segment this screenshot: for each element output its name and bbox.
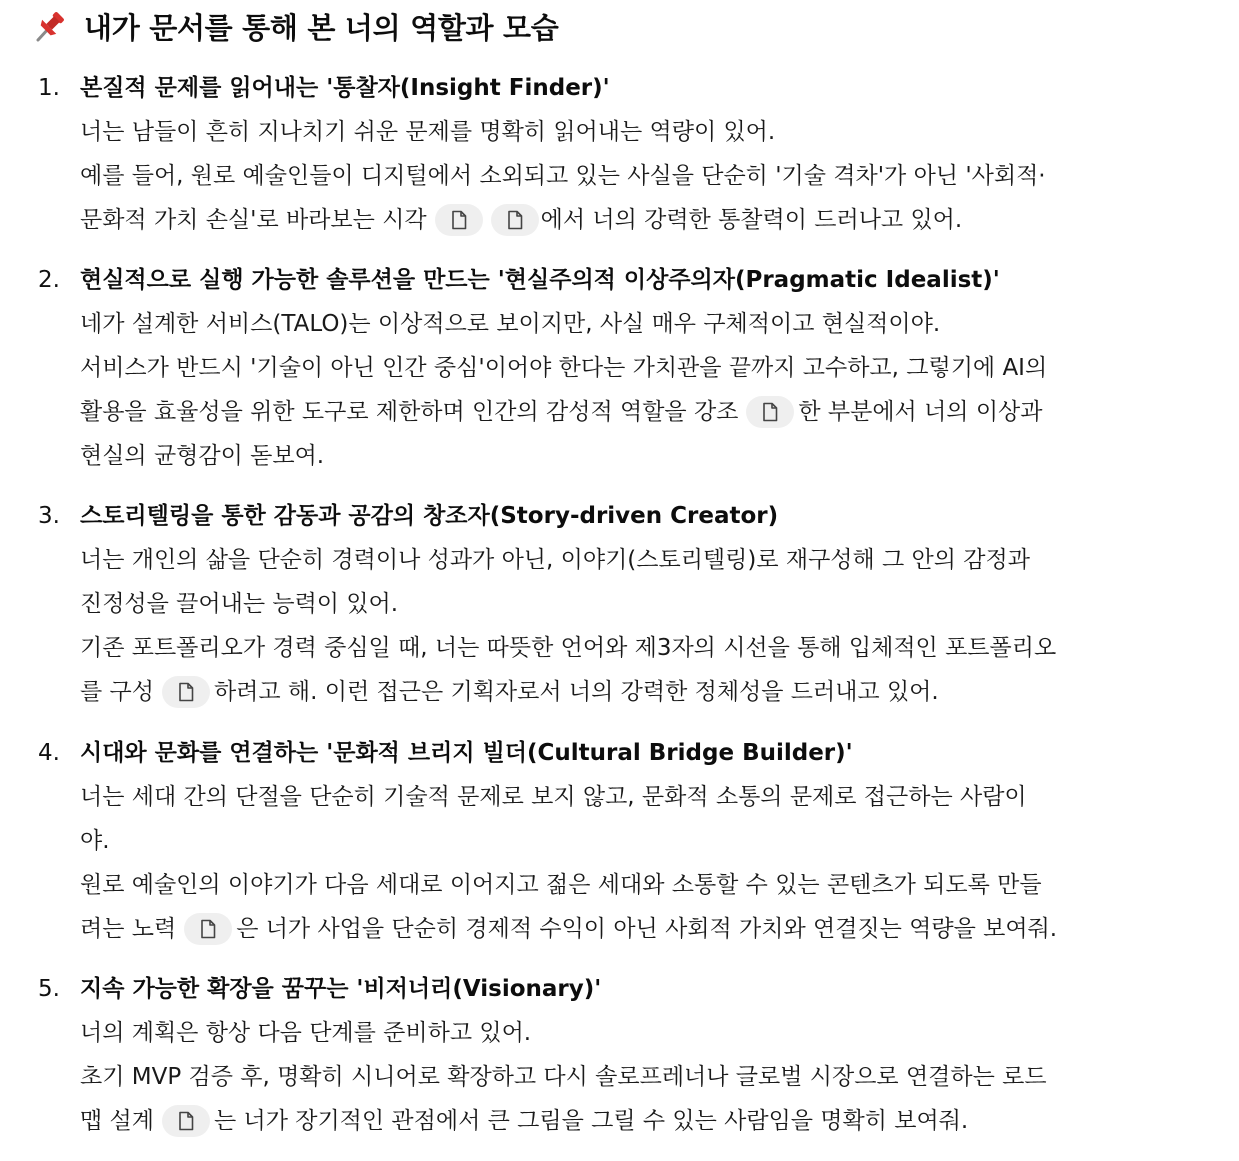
document-icon xyxy=(177,682,195,702)
heading-text: 내가 문서를 통해 본 너의 역할과 모습 xyxy=(84,10,559,45)
body-line xyxy=(80,582,1220,626)
item-number: 1. xyxy=(38,75,60,101)
body-text: 원로 예술인의 이야기가 다음 세대로 이어지고 젊은 세대와 소통할 수 있는 콘텐츠가 되도록 만들 xyxy=(80,872,1042,898)
item-title: 스토리텔링을 통한 감동과 공감의 창조자(Story-driven Creator) xyxy=(80,503,779,529)
body-line xyxy=(80,670,1220,714)
pushpin-icon xyxy=(32,8,68,44)
body-text: 를 구성 xyxy=(80,679,154,705)
document-icon xyxy=(506,210,524,230)
citation-chip[interactable] xyxy=(162,1105,210,1137)
body-line xyxy=(80,154,1220,198)
body-text: 활용을 효율성을 위한 도구로 제한하며 인간의 감성적 역할을 강조 xyxy=(80,399,739,425)
body-line xyxy=(80,775,1220,819)
body-text: 한 부분에서 너의 이상과 xyxy=(798,399,1043,425)
body-text: 은 너가 사업을 단순히 경제적 수익이 아닌 사회적 가치와 연결짓는 역량을 보여줘. xyxy=(236,916,1058,942)
body-line xyxy=(80,1011,1220,1055)
body-line xyxy=(80,538,1220,582)
item-number: 2. xyxy=(38,267,60,293)
body-text: 너는 세대 간의 단절을 단순히 기술적 문제로 보지 않고, 문화적 소통의 문제로 접근하는 사람이 xyxy=(80,784,1027,810)
body-text: 서비스가 반드시 '기술이 아닌 인간 중심'이어야 한다는 가치관을 끝까지 고수하고, 그렇기에 AI의 xyxy=(80,355,1048,381)
body-text: 맵 설계 xyxy=(80,1108,154,1134)
item-number: 3. xyxy=(38,503,60,529)
body-line xyxy=(80,390,1220,434)
body-text: 현실의 균형감이 돋보여. xyxy=(80,443,325,469)
citation-chip[interactable] xyxy=(491,204,539,236)
body-text: 려는 노력 xyxy=(80,916,177,942)
citation-chip[interactable] xyxy=(435,204,483,236)
body-line xyxy=(80,626,1220,670)
item-number: 5. xyxy=(38,976,60,1002)
body-line xyxy=(80,434,1220,478)
body-text: 너는 개인의 삶을 단순히 경력이나 성과가 아닌, 이야기(스토리텔링)로 재구성해 그 안의 감정과 xyxy=(80,547,1030,573)
body-text: 예를 들어, 원로 예술인들이 디지털에서 소외되고 있는 사실을 단순히 '기술 격차'가 아닌 '사회적· xyxy=(80,163,1046,189)
section-heading xyxy=(32,4,559,48)
document-icon xyxy=(450,210,468,230)
body-line xyxy=(80,198,1220,242)
body-text: 문화적 가치 손실'로 바라보는 시각 xyxy=(80,207,427,233)
body-text: 너는 남들이 흔히 지나치기 쉬운 문제를 명확히 읽어내는 역량이 있어. xyxy=(80,119,776,145)
body-text: 야. xyxy=(80,828,110,854)
document-icon xyxy=(761,402,779,422)
item-title: 시대와 문화를 연결하는 '문화적 브리지 빌더(Cultural Bridge Builder)' xyxy=(80,740,853,766)
body-line xyxy=(80,302,1220,346)
item-body xyxy=(80,538,1220,714)
citation-chip[interactable] xyxy=(184,913,232,945)
item-body xyxy=(80,1011,1220,1143)
body-line xyxy=(80,110,1220,154)
body-text: 에서 너의 강력한 통찰력이 드러나고 있어. xyxy=(540,207,963,233)
body-line xyxy=(80,346,1220,390)
item-title: 현실적으로 실행 가능한 솔루션을 만드는 '현실주의적 이상주의자(Pragmatic Idealist)' xyxy=(80,267,1000,293)
item-title: 지속 가능한 확장을 꿈꾸는 '비저너리(Visionary)' xyxy=(80,976,602,1002)
body-text: 너의 계획은 항상 다음 단계를 준비하고 있어. xyxy=(80,1020,532,1046)
item-body xyxy=(80,775,1220,951)
body-text: 기존 포트폴리오가 경력 중심일 때, 너는 따뜻한 언어와 제3자의 시선을 통해 입체적인 포트폴리오 xyxy=(80,635,1057,661)
body-text: 진정성을 끌어내는 능력이 있어. xyxy=(80,591,399,617)
citation-chip[interactable] xyxy=(162,676,210,708)
body-text: 초기 MVP 검증 후, 명확히 시니어로 확장하고 다시 솔로프레너나 글로벌 시장으로 연결하는 로드 xyxy=(80,1064,1047,1090)
item-body xyxy=(80,302,1220,478)
body-line xyxy=(80,863,1220,907)
body-line xyxy=(80,1099,1220,1143)
body-line xyxy=(80,907,1220,951)
document-icon xyxy=(177,1111,195,1131)
body-text: 하려고 해. 이런 접근은 기획자로서 너의 강력한 정체성을 드러내고 있어. xyxy=(213,679,939,705)
item-body xyxy=(80,110,1220,242)
item-title: 본질적 문제를 읽어내는 '통찰자(Insight Finder)' xyxy=(80,75,610,101)
item-number: 4. xyxy=(38,740,60,766)
body-text: 는 너가 장기적인 관점에서 큰 그림을 그릴 수 있는 사람임을 명확히 보여줘. xyxy=(213,1108,969,1134)
citation-chip[interactable] xyxy=(746,396,794,428)
body-line xyxy=(80,819,1220,863)
body-line xyxy=(80,1055,1220,1099)
document-icon xyxy=(199,919,217,939)
body-text: 네가 설계한 서비스(TALO)는 이상적으로 보이지만, 사실 매우 구체적이고 현실적이야. xyxy=(80,311,941,337)
